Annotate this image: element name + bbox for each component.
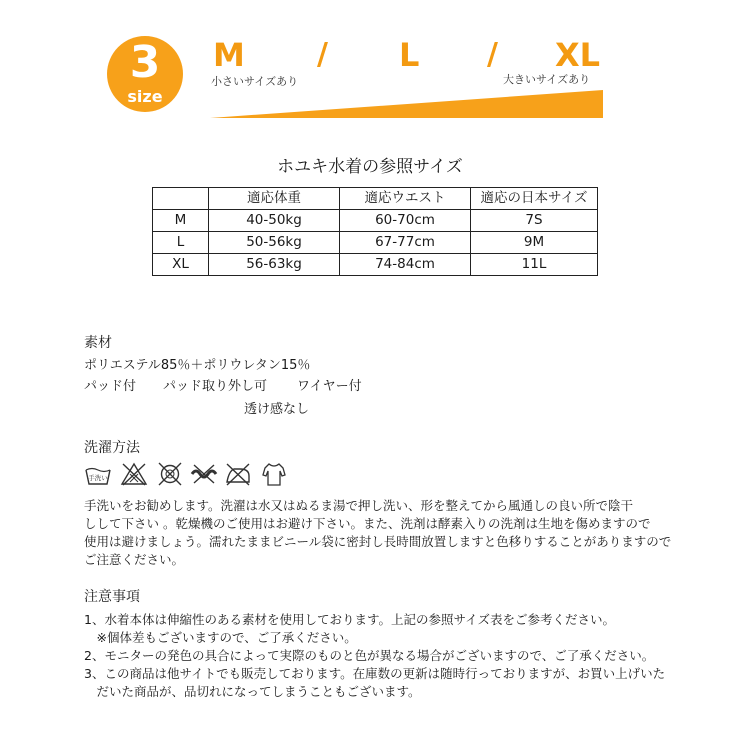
table-row [153,210,598,232]
washing-line: ご注意ください。 [84,552,185,567]
washing-line: 使用は避けましょう。濡れたままビニール袋に密封し長時間放置しますと色移りすることがありますので [84,534,672,549]
washing-instructions [84,497,684,569]
material-heading: 素材 [84,335,112,351]
badge-number: 3 [129,37,161,88]
large-size-note: 大きいサイズあり [503,73,591,86]
table-cell: 11L [471,254,598,276]
note-line: 1、水着本体は伸縮性のある素材を使用しております。上記の参照サイズ表をご参考ください。 [84,612,615,627]
table-cell: L [153,232,209,254]
notes-list [84,611,684,701]
feature-wire: ワイヤー付 [297,379,362,394]
notes-heading: 注意事項 [84,589,140,605]
header-cell-japan-size: 適応の日本サイズ [471,188,598,210]
note-line: ※個体差もございますので、ご了承ください。 [84,630,357,645]
no-tumble-dry-icon [156,461,184,487]
table-cell: 40-50kg [209,210,340,232]
size-progression-wedge [210,90,606,120]
separator-1: / [317,37,328,72]
hang-dry-icon [260,461,288,487]
table-cell: 67-77cm [340,232,471,254]
no-iron-icon [224,461,252,487]
badge-unit: size [127,87,163,106]
table-cell: XL [153,254,209,276]
washing-line: しして下さい 。乾燥機のご使用はお避け下さい。また、洗剤は酵素入りの洗剤は生地を傷めますので [84,516,651,531]
table-cell: 9M [471,232,598,254]
table-cell: 7S [471,210,598,232]
header-cell-waist: 適応ウエスト [340,188,471,210]
no-wring-icon [190,461,218,487]
size-chart-table [152,187,598,276]
size-count-badge [107,36,183,112]
size-m: M [213,36,245,74]
size-xl: XL [555,36,601,74]
washing-heading: 洗濯方法 [84,440,140,456]
hand-wash-label: 手洗い [88,474,108,482]
washing-line: 手洗いをお勧めします。洗濯は水又はぬるま湯で押し洗い、形を整えてから風通しの良い所で陰干 [84,498,634,513]
material-composition: ポリエステル85％＋ポリウレタン15％ [84,358,311,373]
size-chart-title: ホユキ水着の参照サイズ [277,157,463,177]
size-l: L [399,36,420,74]
table-row [153,254,598,276]
feature-padded: パッド付 [84,379,137,394]
header-cell-weight: 適応体重 [209,188,340,210]
separator-2: / [487,37,498,72]
table-cell: 60-70cm [340,210,471,232]
table-row [153,232,598,254]
table-header-row [153,188,598,210]
hand-wash-icon [84,461,112,487]
table-cell: 56-63kg [209,254,340,276]
small-size-note: 小さいサイズあり [211,75,299,88]
header-cell-empty [153,188,209,210]
note-line: だいた商品が、品切れになってしまうこともございます。 [84,684,421,699]
feature-removable-pad: パッド取り外し可 [163,379,268,394]
no-bleach-icon [120,461,148,487]
note-line: 2、モニターの発色の具合によって実際のものと色が異なる場合がございますので、ご了承ください。 [84,648,655,663]
table-cell: 74-84cm [340,254,471,276]
table-cell: 50-56kg [209,232,340,254]
table-cell: M [153,210,209,232]
transparency-note: 透け感なし [244,402,310,417]
note-line: 3、この商品は他サイトでも販売しております。在庫数の更新は随時行っておりますが、お買い上げいた [84,666,666,681]
